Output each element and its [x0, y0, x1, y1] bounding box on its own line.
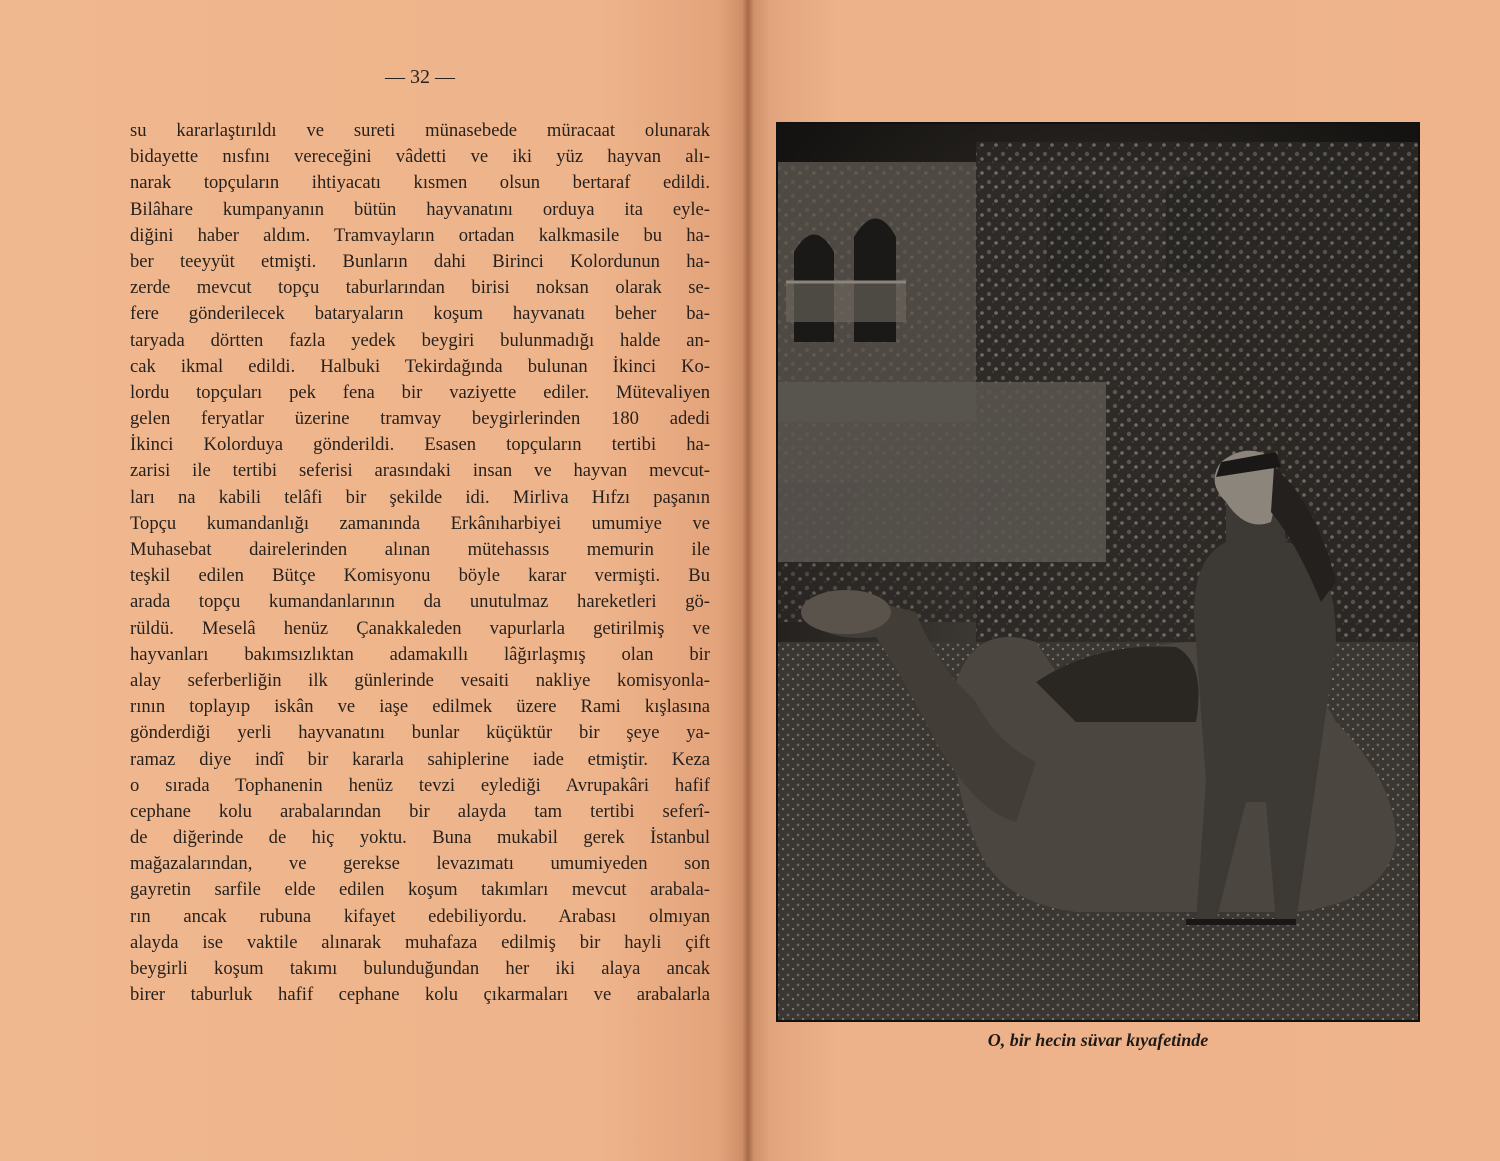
text-line: Topçu kumandanlığı zamanında Erkânıharbiyei umumiye ve: [130, 512, 710, 534]
text-line: mağazalarından, ve gerekse levazımatı umumiyeden son: [130, 853, 710, 875]
text-line: zarisi ile tertibi seferisi arasındaki insan ve hayvan mevcut-: [130, 460, 710, 482]
text-line: cak ikmal edildi. Halbuki Tekirdağında bulunan İkinci Ko-: [130, 355, 710, 377]
text-line: taryada dörtten fazla yedek beygiri bulunmadığı halde an-: [130, 329, 710, 351]
text-line: narak topçuların ihtiyacatı kısmen olsun bertaraf edildi.: [130, 172, 710, 194]
text-line: gayretin sarfile elde edilen koşum takımları mevcut arabala-: [130, 879, 710, 901]
text-line: arada topçu kumandanlarının da unutulmaz hareketleri gö-: [130, 591, 710, 613]
text-line: hayvanları bakımsızlıktan adamakıllı lâğırlaşmış olan bir: [130, 643, 710, 665]
text-line: cephane kolu arabalarından bir alayda tam tertibi seferî-: [130, 800, 710, 822]
text-line: rın ancak rubuna kifayet edebiliyordu. Arabası olmıyan: [130, 905, 710, 927]
page-number: — 32 —: [385, 66, 455, 88]
text-line: gelen feryatlar üzerine tramvay beygirlerinden 180 adedi: [130, 408, 710, 430]
left-page: [0, 0, 748, 1161]
photo-caption: O, bir hecin süvar kıyafetinde: [987, 1030, 1209, 1050]
text-line: İkinci Kolorduya gönderildi. Esasen topçuların tertibi ha-: [130, 434, 710, 456]
book-gutter: [742, 0, 754, 1161]
text-line: rının toplayıp iskân ve iaşe edilmek üzere Rami kışlasına: [130, 696, 710, 718]
text-line: o sırada Tophanenin henüz tevzi eylediği Avrupakâri hafif: [130, 774, 710, 796]
text-line: beygirli koşum takımı bulunduğundan her iki alaya ancak: [130, 958, 710, 979]
text-line: lordu topçuları pek fena bir vaziyette ediler. Mütevaliyen: [130, 381, 710, 403]
text-line: gönderdiği yerli hayvanatını bunlar küçüktür bir şeye ya-: [130, 722, 710, 744]
text-line: diğini haber aldım. Tramvayların ortadan kalkmasile bu ha-: [130, 224, 710, 246]
text-line: ları na kabili telâfi bir şekilde idi. Mirliva Hıfzı paşanın: [130, 486, 710, 508]
body-text: [130, 118, 710, 1008]
text-line: teşkil edilen Bütçe Komisyonu böyle karar vermişti. Bu: [130, 565, 710, 587]
photograph-image: [776, 122, 1420, 1022]
text-line: ber teeyyüt etmişti. Bunların dahi Birinci Kolordunun ha-: [130, 250, 710, 272]
text-line: alay seferberliğin ilk günlerinde vesaiti nakliye komisyonla-: [130, 669, 710, 691]
text-line: alayda ise vaktile alınarak muhafaza edilmiş bir hayli çift: [130, 931, 710, 953]
text-line: fere gönderilecek bataryaların koşum hayvanatı beher ba-: [130, 303, 710, 325]
text-line: birer taburluk hafif cephane kolu çıkarmaları ve arabalarla: [130, 984, 710, 1006]
text-line: su kararlaştırıldı ve sureti münasebede müracaat olunarak: [130, 120, 710, 141]
text-line: zerde mevcut topçu taburlarından birisi noksan olarak se-: [130, 277, 710, 299]
text-line: Bilâhare kumpanyanın bütün hayvanatını orduya ita eyle-: [130, 198, 710, 220]
text-line: de diğerinde de hiç yoktu. Buna mukabil gerek İstanbul: [130, 827, 710, 849]
text-line: Muhasebat dairelerinden alınan mütehassıs memurin ile: [130, 539, 710, 560]
text-line: ramaz diye indî bir kararla sahiplerine iade etmiştir. Keza: [130, 748, 710, 770]
text-line: rüldü. Meselâ henüz Çanakkaleden vapurlarla getirilmiş ve: [130, 617, 710, 639]
text-line: bidayette nısfını vereceğini vâdetti ve iki yüz hayvan alı-: [130, 146, 710, 168]
photograph-camel-rider: [776, 122, 1420, 1022]
